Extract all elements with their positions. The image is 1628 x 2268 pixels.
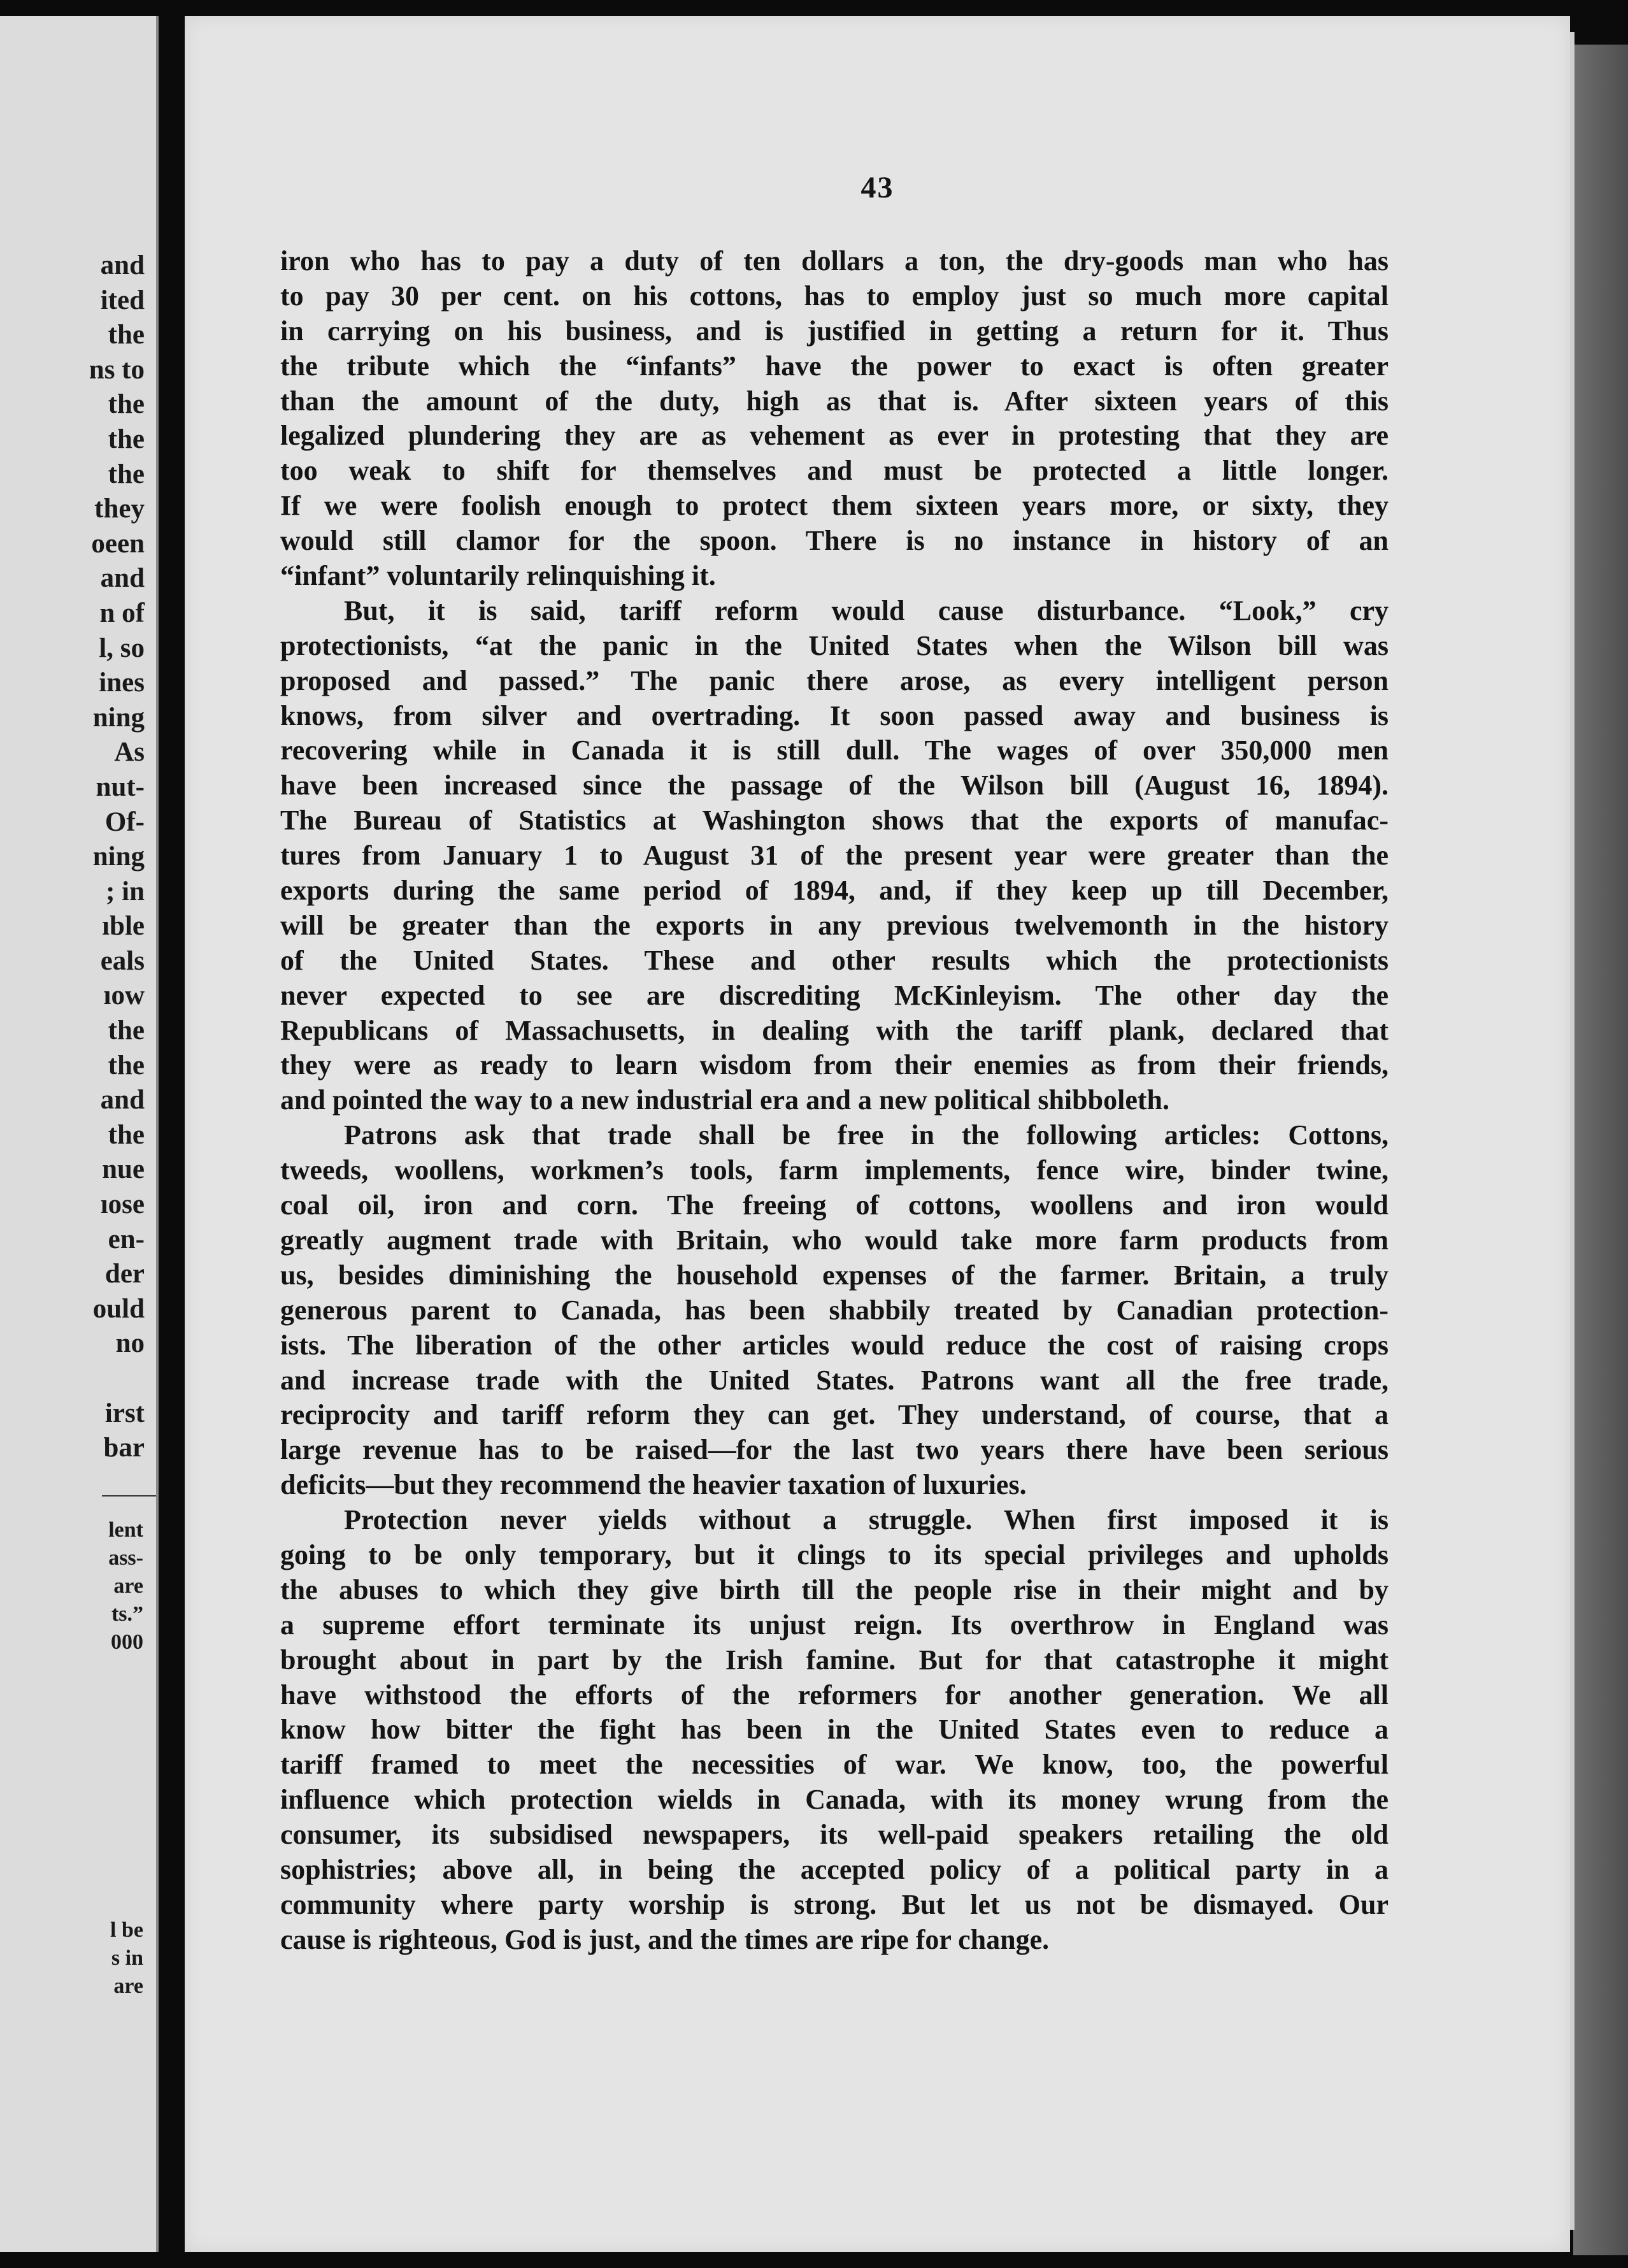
text-line: and pointed the way to a new industrial era and a new political shibboleth. xyxy=(280,1084,1169,1116)
fragment-line: s in xyxy=(111,1946,143,1970)
fragment-line: the xyxy=(108,1050,145,1080)
text-line: tweeds, woollens, workmen’s tools, farm implements, fence wire, binder twine, xyxy=(280,1154,1389,1186)
text-line: exports during the same period of 1894, and, if they keep up till December, xyxy=(280,875,1389,907)
fragment-line: oeen xyxy=(91,528,145,559)
fragment-line: and xyxy=(100,1085,145,1116)
fragment-line: the xyxy=(108,389,145,420)
text-line: legalized plundering they are as vehement as ever in protesting that they are xyxy=(280,420,1389,452)
previous-page-text-column xyxy=(0,248,145,1466)
fragment-line: the xyxy=(108,1119,145,1150)
text-line: Republicans of Massachusetts, in dealing with the tariff plank, declared that xyxy=(280,1014,1389,1046)
text-line: coal oil, iron and corn. The freeing of cottons, woollens and iron would xyxy=(280,1189,1389,1221)
text-line: of the United States. These and other results which the protectionists xyxy=(280,944,1389,976)
fragment-line: bar xyxy=(103,1433,145,1463)
text-line: influence which protection wields in Canada, with its money wrung from the xyxy=(280,1784,1389,1816)
fragment-line: ines xyxy=(99,668,145,698)
fragment-line: Of- xyxy=(104,807,145,837)
fragment-line: ; in xyxy=(106,876,145,907)
fragment-line: the xyxy=(108,459,145,489)
text-line: “infant” voluntarily relinquishing it. xyxy=(280,560,716,592)
text-line: But, it is said, tariff reform would cause disturbance. “Look,” cry xyxy=(344,594,1389,626)
fragment-line: the xyxy=(108,320,145,350)
text-line: brought about in part by the Irish famine. But for that catastrophe it might xyxy=(280,1644,1389,1676)
text-line: the abuses to which they give birth till the people rise in their might and by xyxy=(280,1574,1389,1605)
text-line: will be greater than the exports in any previous twelvemonth in the history xyxy=(280,909,1389,941)
text-line: to pay 30 per cent. on his cottons, has to employ just so much more capital xyxy=(280,280,1389,312)
text-line: consumer, its subsidised newspapers, its well-paid speakers retailing the old xyxy=(280,1819,1389,1851)
fragment-line: ning xyxy=(92,702,145,733)
fragment-line: the xyxy=(108,424,145,454)
fragment-line: eals xyxy=(100,945,145,976)
previous-page-footnote-bottom xyxy=(16,1916,143,2000)
text-line: tariff framed to meet the necessities of war. We know, too, the powerful xyxy=(280,1749,1389,1781)
fragment-line: 000 xyxy=(111,1630,143,1654)
text-line: Protection never yields without a struggle. When first imposed it is xyxy=(344,1504,1389,1536)
text-line: sophistries; above all, in being the accepted policy of a political party in a xyxy=(280,1853,1389,1885)
fragment-line: ts.” xyxy=(111,1602,143,1626)
fragment-line: the xyxy=(108,1016,145,1046)
text-line: too weak to shift for themselves and must be protected a little longer. xyxy=(280,455,1389,487)
text-line: Patrons ask that trade shall be free in the following articles: Cottons, xyxy=(344,1119,1389,1151)
text-line: the tribute which the “infants” have the power to exact is often greater xyxy=(280,350,1389,382)
fragment-line: ıble xyxy=(102,911,145,942)
text-line: The Bureau of Statistics at Washington shows that the exports of manufac- xyxy=(280,805,1389,836)
text-line: recovering while in Canada it is still dull. The wages of over 350,000 men xyxy=(280,735,1389,766)
body-text xyxy=(280,244,1389,1958)
text-line: deficits—but they recommend the heavier taxation of luxuries. xyxy=(280,1469,1027,1501)
fragment-line: and xyxy=(100,563,145,594)
fragment-line: en- xyxy=(108,1224,145,1254)
fragment-line: ould xyxy=(92,1293,145,1324)
text-line: they were as ready to learn wisdom from their enemies as from their friends, xyxy=(280,1049,1389,1081)
fragment-line: nue xyxy=(102,1154,145,1185)
fragment-line xyxy=(0,1361,145,1396)
text-line: a supreme effort terminate its unjust reign. Its overthrow in England was xyxy=(280,1609,1389,1640)
fragment-line: der xyxy=(104,1259,145,1289)
text-line: reciprocity and tariff reform they can get. They understand, of course, that a xyxy=(280,1399,1389,1431)
fragment-line: l be xyxy=(110,1918,143,1942)
fragment-line: lent xyxy=(108,1518,143,1542)
fragment-line: and xyxy=(100,250,145,280)
text-line: generous parent to Canada, has been shabbily treated by Canadian protection- xyxy=(280,1294,1389,1326)
text-line: ists. The liberation of the other articles would reduce the cost of raising crops xyxy=(280,1329,1389,1361)
text-line: knows, from silver and overtrading. It soon passed away and business is xyxy=(280,700,1389,731)
text-line: never expected to see are discrediting McKinleyism. The other day the xyxy=(280,979,1389,1011)
page-number: 43 xyxy=(860,171,894,205)
text-line: in carrying on his business, and is justified in getting a return for it. Thus xyxy=(280,315,1389,347)
fragment-line: nut- xyxy=(96,772,145,802)
text-line: If we were foolish enough to protect them sixteen years more, or sixty, they xyxy=(280,490,1389,522)
footnote-divider xyxy=(102,1495,156,1496)
text-line: know how bitter the fight has been in the United States even to reduce a xyxy=(280,1714,1389,1746)
page-stack-edge xyxy=(1573,45,1628,2255)
text-line: tures from January 1 to August 31 of the present year were greater than the xyxy=(280,840,1389,872)
fragment-line: ıose xyxy=(100,1189,145,1220)
main-page xyxy=(185,16,1570,2252)
text-line: and increase trade with the United States. Patrons want all the free trade, xyxy=(280,1364,1389,1396)
text-line: greatly augment trade with Britain, who would take more farm products from xyxy=(280,1224,1389,1256)
fragment-line: As xyxy=(114,737,145,768)
previous-page-footnote-top xyxy=(16,1516,143,1656)
fragment-line: they xyxy=(94,494,145,524)
text-line: community where party worship is strong. But let us not be dismayed. Our xyxy=(280,1888,1389,1920)
text-line: cause is righteous, God is just, and the times are ripe for change. xyxy=(280,1923,1050,1955)
fragment-line: n of xyxy=(99,598,145,628)
text-line: going to be only temporary, but it clings to its special privileges and upholds xyxy=(280,1539,1389,1570)
text-line: us, besides diminishing the household expenses of the farmer. Britain, a truly xyxy=(280,1259,1389,1291)
fragment-line: ns to xyxy=(89,354,145,385)
text-line: large revenue has to be raised—for the last two years there have been serious xyxy=(280,1434,1389,1466)
text-line: than the amount of the duty, high as that is. After sixteen years of this xyxy=(280,385,1389,417)
previous-page-fragment xyxy=(0,16,159,2252)
fragment-line: ass- xyxy=(108,1546,143,1570)
fragment-line: ited xyxy=(100,285,145,315)
text-line: would still clamor for the spoon. There is no instance in history of an xyxy=(280,525,1389,557)
fragment-line: are xyxy=(113,1974,143,1998)
fragment-line: are xyxy=(113,1574,143,1598)
text-line: protectionists, “at the panic in the United States when the Wilson bill was xyxy=(280,629,1389,661)
text-line: have been increased since the passage of the Wilson bill (August 16, 1894). xyxy=(280,770,1389,801)
text-line: have withstood the efforts of the reformers for another generation. We all xyxy=(280,1679,1389,1711)
fragment-line: ning xyxy=(92,842,145,872)
text-line: iron who has to pay a duty of ten dollars a ton, the dry-goods man who has xyxy=(280,245,1389,276)
fragment-line: no xyxy=(115,1328,145,1359)
text-line: proposed and passed.” The panic there arose, as every intelligent person xyxy=(280,664,1389,696)
fragment-line: ıow xyxy=(103,980,145,1011)
fragment-line: irst xyxy=(104,1398,145,1428)
fragment-line: l, so xyxy=(99,633,145,663)
